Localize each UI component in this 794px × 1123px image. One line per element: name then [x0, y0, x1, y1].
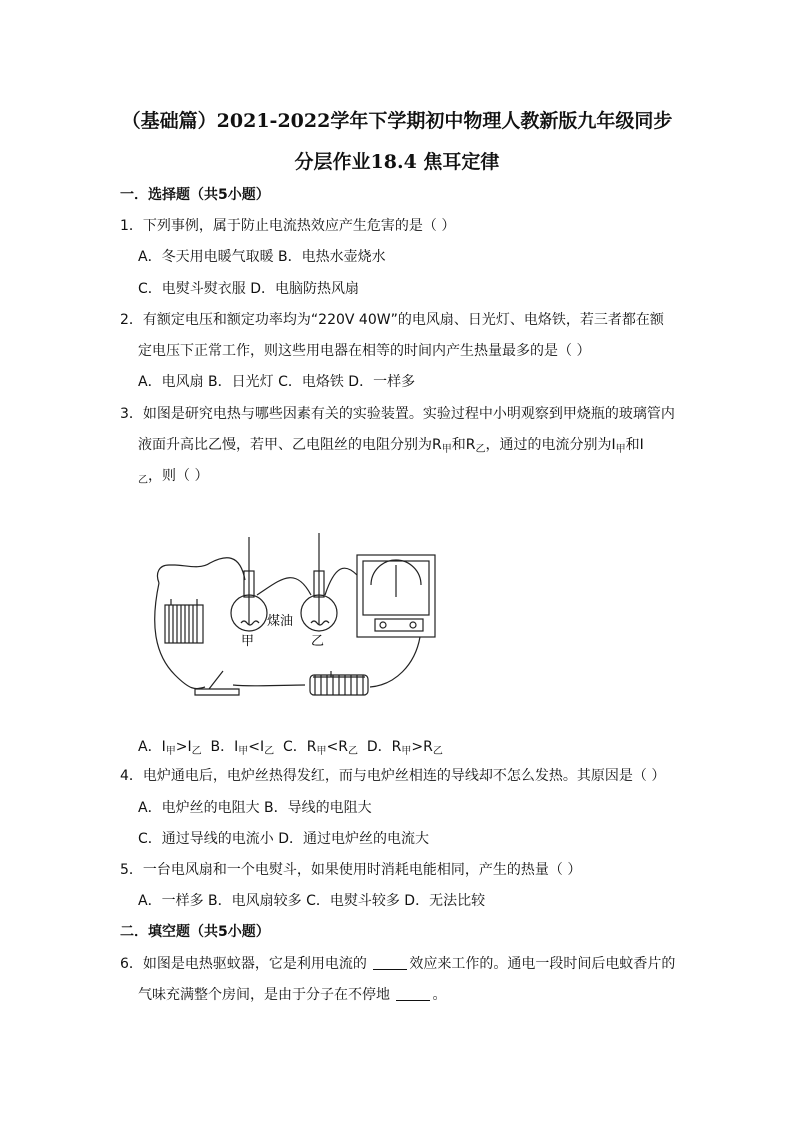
wire: [257, 578, 311, 595]
q6-stem-line1: [120, 954, 675, 974]
q3-options: [138, 737, 443, 762]
q6-text: 6．如图是电热驱蚊器，它是利用电流的: [120, 956, 372, 972]
wire: [370, 637, 420, 687]
q6-stem-line2: [138, 985, 446, 1005]
q3-text: ，则（ ）: [148, 468, 209, 484]
label-yi: 乙: [311, 634, 325, 649]
q6-text: 。: [432, 987, 447, 1003]
q5-stem: 5．一台电风扇和一个电熨斗，如果使用时消耗电能相同，产生的热量（ ）: [120, 862, 582, 878]
switch: [195, 689, 239, 695]
q3-stem-line3: [138, 466, 208, 491]
subscript: 乙: [432, 746, 443, 757]
answer-blank[interactable]: [373, 955, 407, 970]
subscript: 乙: [475, 444, 486, 455]
opt-text: A．I: [138, 739, 166, 755]
title-line-2: 分层作业18.4 焦耳定律: [294, 151, 500, 173]
opt-text: C．R: [274, 739, 317, 755]
title-line-1: （基础篇）2021-2022学年下学期初中物理人教新版九年级同步: [121, 110, 673, 132]
opt-text: D．R: [357, 739, 402, 755]
section-heading-choice: 一．选择题（共5小题）: [120, 187, 270, 203]
subscript: 甲: [615, 444, 626, 455]
answer-blank[interactable]: [396, 986, 430, 1001]
q3-text: 和I: [625, 437, 644, 453]
subscript: 甲: [441, 444, 452, 455]
subscript: 甲: [401, 746, 412, 757]
opt-text: >I: [175, 739, 192, 755]
q3-stem-line1: 3．如图是研究电热与哪些因素有关的实验装置。实验过程中小明观察到甲烧瓶的玻璃管内: [120, 406, 675, 422]
label-jia: 甲: [241, 634, 255, 649]
section-heading-fill: 二．填空题（共5小题）: [120, 924, 270, 940]
subscript: 乙: [191, 746, 202, 757]
q3-text: 和R: [451, 437, 476, 453]
q4-stem: 4．电炉通电后，电炉丝热得发红，而与电炉丝相连的导线却不怎么发热。其原因是（ ）: [120, 768, 666, 784]
q1-stem: 1．下列事例，属于防止电流热效应产生危害的是（ ）: [120, 218, 456, 234]
opt-text: <I: [248, 739, 265, 755]
subscript: 甲: [238, 746, 249, 757]
wire: [157, 558, 245, 583]
q6-text: 效应来工作的。通电一段时间后电蚊香片的: [409, 956, 676, 972]
opt-text: B．I: [201, 739, 239, 755]
q3-stem-line2: [138, 435, 644, 460]
subscript: 乙: [347, 746, 358, 757]
opt-text: <R: [326, 739, 348, 755]
q2-options: A．电风扇 B．日光灯 C．电烙铁 D．一样多: [138, 374, 416, 390]
subscript: 乙: [264, 746, 275, 757]
q2-stem-line2: 定电压下正常工作，则这些用电器在相等的时间内产生热量最多的是（ ）: [138, 343, 591, 359]
label-oil: 煤油: [267, 614, 294, 629]
q4-options-ab: A．电炉丝的电阻大 B．导线的电阻大: [138, 800, 372, 816]
wire: [325, 568, 357, 595]
subscript: 甲: [316, 746, 327, 757]
q1-options-ab: A．冬天用电暖气取暖 B．电热水壶烧水: [138, 249, 386, 265]
q4-options-cd: C．通过导线的电流小 D．通过电炉丝的电流大: [138, 831, 430, 847]
q2-stem-line1: 2．有额定电压和额定功率均为“220V 40W”的电风扇、日光灯、电烙铁，若三者都在额: [120, 312, 664, 328]
q6-text: 气味充满整个房间，是由于分子在不停地: [138, 987, 395, 1003]
opt-text: >R: [411, 739, 433, 755]
subscript: 甲: [165, 746, 176, 757]
wire: [233, 685, 305, 686]
subscript: 乙: [138, 475, 148, 486]
q1-options-cd: C．电熨斗熨衣服 D．电脑防热风扇: [138, 281, 360, 297]
q5-options: A．一样多 B．电风扇较多 C．电熨斗较多 D．无法比较: [138, 893, 486, 909]
circuit-figure: [145, 525, 445, 720]
q3-text: ，通过的电流分别为I: [485, 437, 616, 453]
q3-text: 液面升高比乙慢，若甲、乙电阻丝的电阻分别为R: [138, 437, 442, 453]
